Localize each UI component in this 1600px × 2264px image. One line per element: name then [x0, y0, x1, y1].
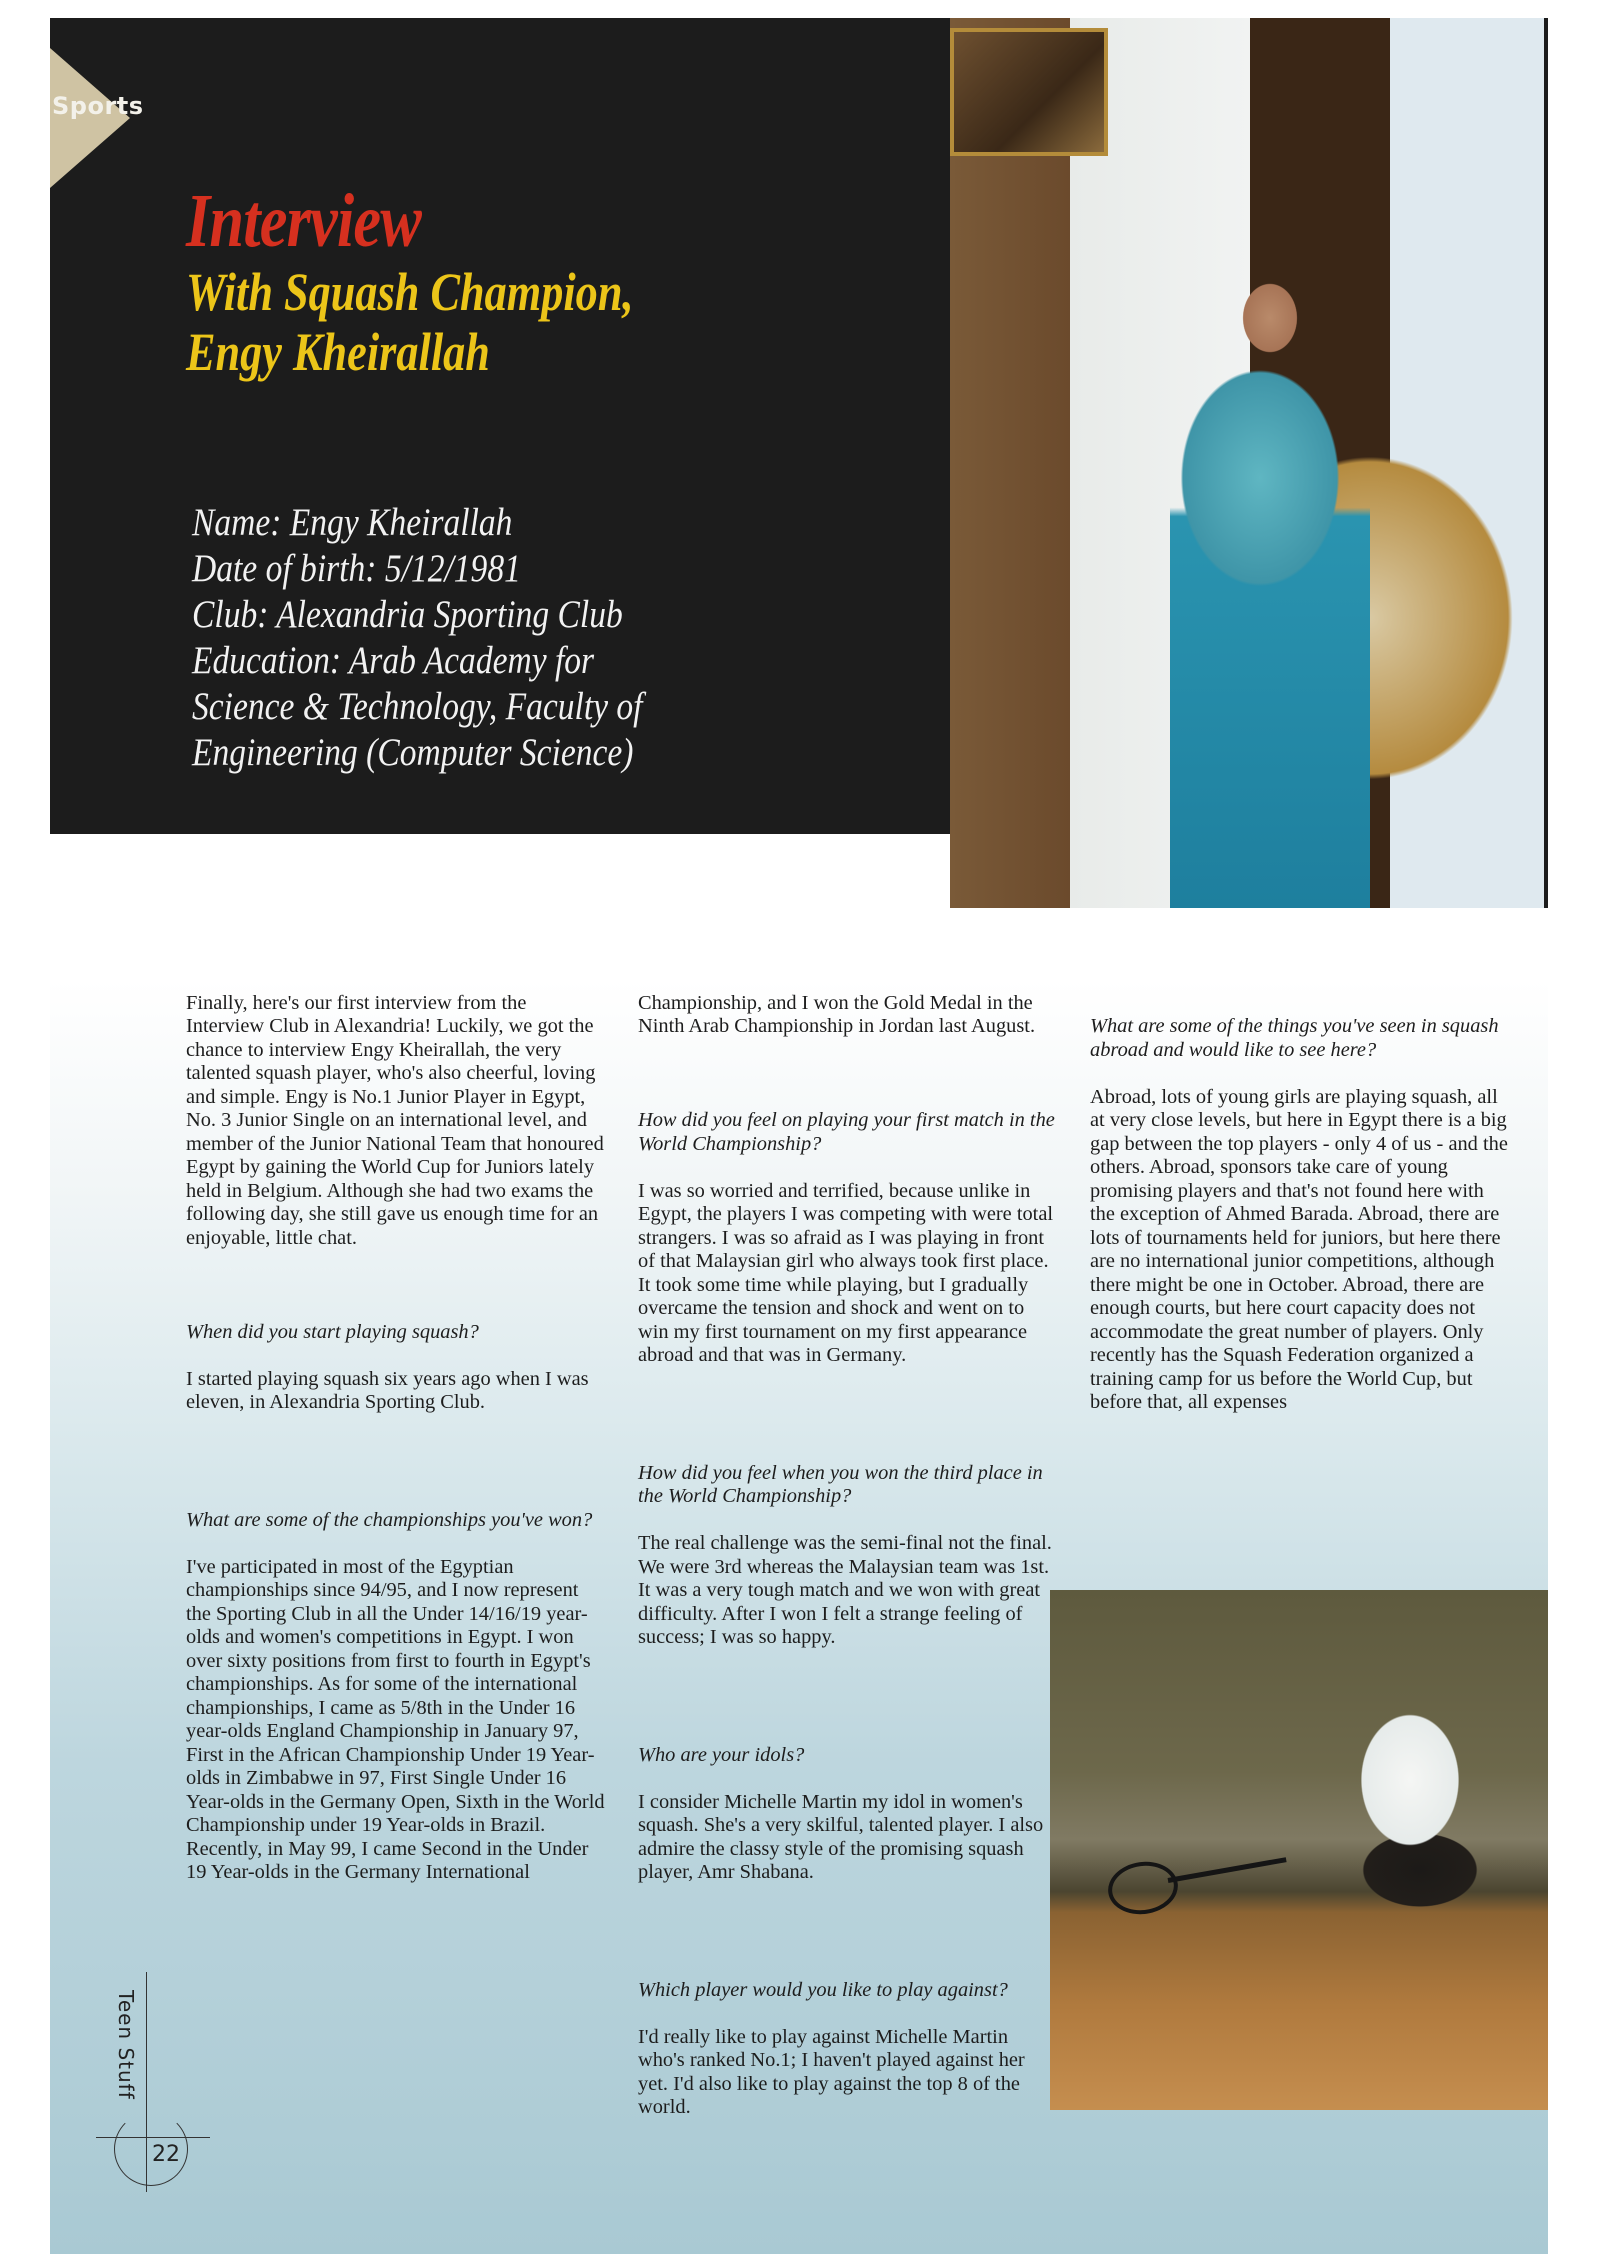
series-name: Teen Stuff	[114, 1990, 138, 2100]
article-subtitle	[186, 262, 634, 382]
question: How did you feel when you won the third place in the World Championship?	[638, 1461, 1043, 1507]
page-number: 22	[152, 2142, 180, 2167]
answer: I consider Michelle Martin my idol in women's squash. She's a very skilful, talented player. I also admire the classy style of the promising squash player, Amr Shabana.	[638, 1790, 1044, 1883]
question: What are some of the championships you've won?	[186, 1508, 593, 1531]
question: When did you start playing squash?	[186, 1320, 479, 1343]
answer: Abroad, lots of young girls are playing squash, all at very close levels, but here in Egypt there is a big gap between the top players - only 4 of us - and the others. Abroad, sponsors take care of young promising players and that's not found here with the exception of Ahmed Barada. Abroad, there are lots of tournaments held for juniors, but here there are no international junior competitions, although there might be one in October. Abroad, there are enough courts, but here court capacity does not accommodate the great number of players. Only recently has the Squash Federation organized a training camp for us before the World Cup, but before that, all expenses	[1090, 1085, 1508, 1413]
answer-continued: Championship, and I won the Gold Medal in the Ninth Arab Championship in Jordan last August.	[638, 991, 1036, 1037]
article-title: Interview	[186, 179, 421, 263]
question: Which player would you like to play against?	[638, 1978, 1008, 2001]
article-column-1	[186, 968, 606, 1955]
answer: I'd really like to play against Michelle Martin who's ranked No.1; I haven't played against her yet. I'd also like to play against the top 8 of the world.	[638, 2025, 1025, 2118]
profile-club: Club: Alexandria Sporting Club	[192, 593, 623, 636]
question: What are some of the things you've seen in squash abroad and would like to see here?	[1090, 1015, 1499, 1061]
profile-education: Education: Arab Academy for	[192, 639, 595, 682]
action-photo	[1050, 1590, 1548, 2110]
page-folio	[96, 1972, 246, 2212]
question: Who are your idols?	[638, 1743, 805, 1766]
article-column-3	[1090, 968, 1510, 1485]
profile-dob: Date of birth: 5/12/1981	[192, 547, 521, 590]
question: How did you feel on playing your first match in the World Championship?	[638, 1109, 1055, 1155]
painting-in-photo	[950, 28, 1108, 156]
profile-name: Name: Engy Kheirallah	[192, 501, 513, 544]
intro-paragraph: Finally, here's our first interview from the Interview Club in Alexandria! Luckily, we got the chance to interview Engy Kheirallah, the very talented squash player, who's also cheerful, loving and simple. Engy is No.1 Junior Player in Egypt, No. 3 Junior Single on an international level, and member of the Junior National Team that honoured Egypt by gaining the World Cup for Juniors lately held in Belgium. Although she had two exams the following day, she still gave us enough time for an enjoyable, little chat.	[186, 991, 604, 1249]
article-column-2	[638, 968, 1058, 2190]
answer: I started playing squash six years ago when I was eleven, in Alexandria Sporting Club.	[186, 1367, 589, 1413]
section-label: Sports	[52, 92, 144, 120]
profile-education: Science & Technology, Faculty of	[192, 685, 643, 728]
answer: I was so worried and terrified, because unlike in Egypt, the players I was competing with were total strangers. I was so afraid as I was playing in front of that Malaysian girl who always took first place. It took some time while playing, but I gradually overcame the tension and shock and went on to win my first tournament on my first appearance abroad and that was in Germany.	[638, 1179, 1054, 1366]
subtitle-line: Engy Kheirallah	[186, 322, 490, 382]
answer: The real challenge was the semi-final not the final. We were 3rd whereas the Malaysian team was 1st. It was a very tough match and we won with great difficulty. After I won I felt a strange feeling of success; I was so happy.	[638, 1532, 1052, 1648]
profile-box	[192, 500, 643, 776]
subtitle-line: With Squash Champion,	[186, 262, 634, 322]
profile-education: Engineering (Computer Science)	[192, 731, 634, 774]
answer: I've participated in most of the Egyptian championships since 94/95, and I now represent the Sporting Club in all the Under 14/16/19 year-olds and women's competitions in Egypt. I won over sixty positions from first to fourth in Egypt's championships. As for some of the international championships, I came as 5/8th in the Under 16 year-olds England Championship in January 97, First in the African Championship Under 19 Year-olds in Zimbabwe in 97, First Single Under 16 Year-olds in the Germany Open, Sixth in the World Championship under 19 Year-olds in Brazil. Recently, in May 99, I came Second in the Under 19 Year-olds in the Germany International	[186, 1555, 605, 1883]
